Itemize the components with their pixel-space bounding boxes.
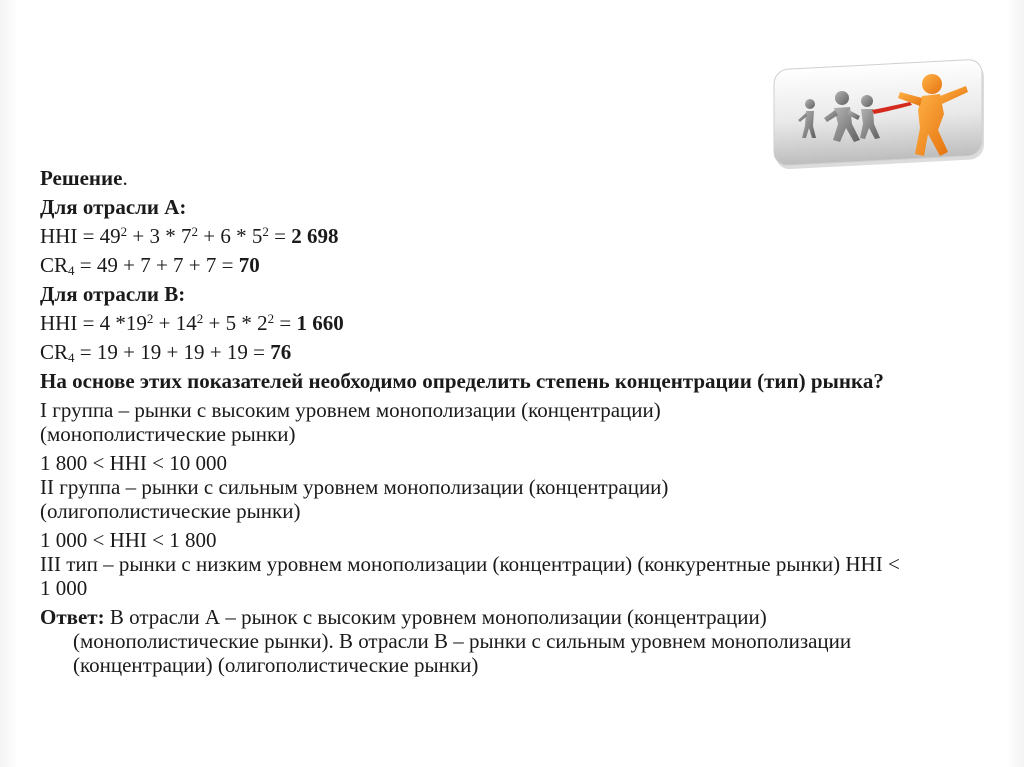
competition-runners-icon [772,58,990,174]
market-type-question: На основе этих показателей необходимо определить степень концентрации (тип) рынка? [40,369,884,393]
industry-b-label: Для отрасли В: [40,282,186,306]
right-edge-shade [1006,0,1024,767]
group2-range: 1 000 < HHI < 1 800 [40,528,217,552]
group2-description: II группа – рынки с сильным уровнем монополизации (концентрации) (олигополистические рынки) [40,475,669,523]
group1-description: I группа – рынки с высоким уровнем монополизации (концентрации) (монополистические рынки) [40,398,661,446]
answer: Ответ: В отрасли А – рынок с высоким уровнем монополизации (концентрации) (монополистические рынки). В отрасли В – рынки с сильным уровнем монополизации (концентрации) (олигополистические рынки) [40,605,852,677]
solution-heading: Решение. [40,166,128,190]
solution-text [40,166,920,677]
industry-b-cr4: $CR_4 = 19 + 19 + 19 + 19 = 76$ [40,340,292,365]
industry-a-cr4: $CR_4 = 49 + 7 + 7 + 7 = 70$ [40,253,260,278]
industry-b-hhi: HHI = 4 $*19^2 + 14^2 + 5 * 2^2 = 1$ 660 [40,311,344,335]
industry-a-label: Для отрасли А: [40,195,187,219]
left-edge-shade [0,0,18,767]
group1-range: 1 800 < HHI < 10 000 [40,451,228,475]
industry-a-hhi: HHI = $49^2 + 3 * 7^2 + 6 * 5^2 = 2$ 698 [40,224,339,248]
group3-description: III тип – рынки с низким уровнем монополизации (концентрации) (конкурентные рынки) HHI < 1 000 [40,552,900,600]
